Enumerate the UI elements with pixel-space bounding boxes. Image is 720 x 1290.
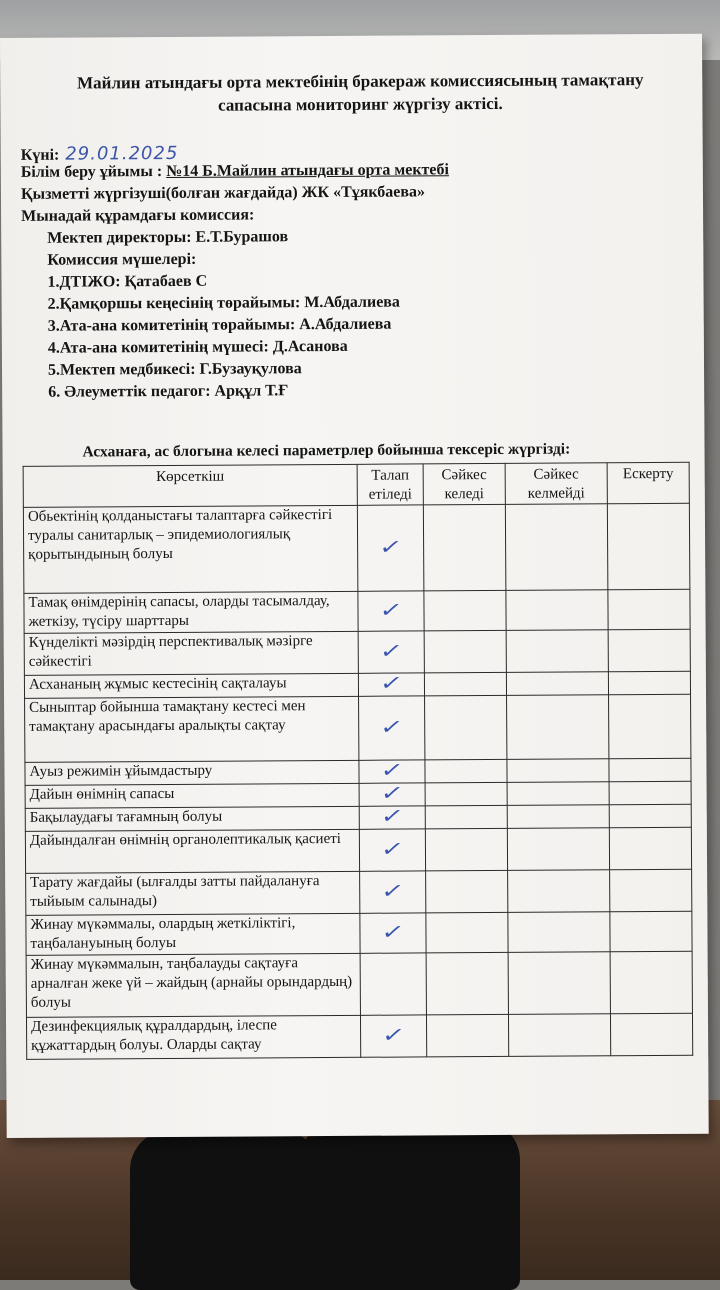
commission-intro: Мынадай құрамдағы комиссия: [21,206,255,225]
checkmark-icon: ✓ [379,803,406,828]
provider-line: Қызметті жүргізуші(болған жағдайда) ЖК «Тұякбаева» [20,183,426,203]
required-cell [360,1015,426,1057]
required-cell [360,913,426,953]
header-indicator: Көрсеткіш [23,464,357,507]
compliant-cell [424,590,506,631]
table-row [23,503,690,593]
compliant-cell [425,759,507,783]
required-cell [359,829,425,871]
shoe-right [300,1120,520,1290]
org-value: №14 Б.Майлин атындағы орта мектебі [166,161,449,180]
header-note: Ескерту [607,462,689,504]
indicator-cell: Тамақ өнімдерінің сапасы, оларды тасымалдау, жеткізу, түсіру шарттары [24,591,358,633]
table-row [26,911,692,955]
member-4: 4.Ата-ана комитетінің мүшесі: Д.Асанова [47,337,348,357]
indicator-cell: Жинау мүкәммалын, таңбалауды сақтауға арналған жеке үй – жайдың (арнайы орындардың) болуы [26,953,360,1017]
table-row [24,589,690,633]
compliant-cell [423,504,506,590]
date-label: Күні: [20,146,60,164]
checkmark-icon: ✓ [380,1022,407,1047]
checkmark-icon: ✓ [380,919,407,944]
noncompliant-cell [506,672,608,696]
header-noncompliant: Сәйкес келмейді [505,463,607,505]
member-3: 3.Ата-ана комитетінің төрайымы: А.Абдалиева [47,315,392,335]
indicator-cell: Асхананың жұмыс кестесінің сақталауы [24,673,358,698]
indicator-cell: Дезинфекциялық құралдардың, ілеспе құжаттардың болуы. Оларды сақтау [26,1015,360,1059]
table-row [25,827,691,873]
note-cell [609,804,691,828]
noncompliant-cell [506,590,608,631]
note-cell [609,827,691,870]
noncompliant-cell [507,805,609,829]
table-row [26,951,692,1017]
checkmark-icon: ✓ [379,836,406,861]
indicator-cell: Бақылаудағы тағамның болуы [25,806,359,831]
note-cell [610,911,692,952]
members-label: Комиссия мүшелері: [47,250,197,269]
inspection-table [23,462,694,1060]
member-2: 2.Қамқоршы кеңесінің төрайымы: М.Абдалиева [47,293,400,313]
header-compliant: Сәйкес келеді [423,463,505,505]
noncompliant-cell [507,759,609,783]
note-cell [608,671,690,695]
noncompliant-cell [507,695,609,760]
required-cell [358,670,424,696]
director-line: Мектеп директоры: Е.Т.Бурашов [47,228,289,247]
required-cell [358,591,424,631]
compliant-cell [426,1014,508,1057]
note-cell [609,694,691,758]
checkmark-icon: ✓ [378,597,405,622]
document-title: Майлин атындағы орта мектебінің бракераж комиссиясының тамақтану сапасына мониторинг жүргізу актісі. [77,70,644,115]
required-cell [360,953,426,1015]
table-row [25,694,691,762]
checkmark-icon: ✓ [378,638,405,663]
indicator-cell: Жинау мүкәммалы, олардың жеткіліктігі, таңбалануының болуы [26,913,360,955]
note-cell [608,589,690,630]
checkmark-icon: ✓ [378,670,405,695]
noncompliant-cell [507,782,609,806]
compliant-cell [424,672,506,696]
required-cell [359,803,425,829]
compliant-cell [426,912,508,953]
noncompliant-cell [508,912,610,953]
indicator-cell: Обьектінің қолданыстағы талаптарға сәйкестігі туралы санитарлық – эпидемиологиялық қорытындының болуы [23,505,358,593]
indicator-cell: Дайындалған өнімнің органолептикалық қасиеті [25,829,359,873]
noncompliant-cell [507,828,609,871]
note-cell [609,781,691,805]
table-row [26,1013,692,1059]
org-label: Білім беру ұйымы : [20,162,167,181]
date-line [21,143,179,165]
compliant-cell [425,782,507,806]
org-line [21,161,449,182]
noncompliant-cell [508,952,610,1015]
checkmark-icon: ✓ [378,714,405,739]
noncompliant-cell [505,504,608,591]
indicator-cell: Ауыз режимін ұйымдастыру [25,760,359,785]
document-page [0,34,709,1138]
compliant-cell [425,805,507,829]
indicator-cell: Сыныптар бойынша тамақтану кестесі мен тамақтану арасындағы аралықты сақтау [25,696,359,762]
note-cell [610,951,692,1013]
header-required: Талап етіледі [357,464,423,505]
table-header-row [23,462,689,507]
compliant-cell [426,952,508,1014]
note-cell [610,1013,692,1056]
note-cell [607,503,690,589]
noncompliant-cell [508,870,610,913]
member-1: 1.ДТІЖО: Қатабаев С [47,272,208,291]
member-5: 5.Мектеп медбикесі: Г.Бузауқулова [47,360,302,379]
noncompliant-cell [506,630,608,673]
date-value: 29.01.2025 [65,142,179,165]
indicator-cell: Күнделікті мәзірдің перспективалық мәзірге сәйкестігі [24,631,358,675]
table-row [24,629,690,675]
compliant-cell [424,630,506,673]
member-6: 6. Әлеуметтік педагог: Арқұл Т.Ғ [48,382,289,401]
noncompliant-cell [508,1014,610,1057]
checkmark-icon: ✓ [379,757,406,782]
note-cell [610,869,692,912]
checkmark-icon: ✓ [379,780,406,805]
required-cell [358,631,424,673]
required-cell [357,505,424,591]
required-cell [360,871,426,913]
table-caption: Асханаға, ас блогына келесі параметрлер бойынша тексеріс жүргізді: [82,440,571,461]
shoe-left [130,1130,320,1290]
note-cell [608,629,690,672]
checkmark-icon: ✓ [377,534,404,559]
table-row [26,869,692,915]
indicator-cell: Тарату жағдайы (ылғалды затты пайдалануға тыйыым салынады) [26,871,360,915]
compliant-cell [426,870,508,913]
compliant-cell [425,695,507,759]
indicator-cell: Дайын өнімнің сапасы [25,783,359,808]
note-cell [609,758,691,782]
checkmark-icon: ✓ [379,878,406,903]
compliant-cell [425,828,507,871]
required-cell [359,696,425,760]
